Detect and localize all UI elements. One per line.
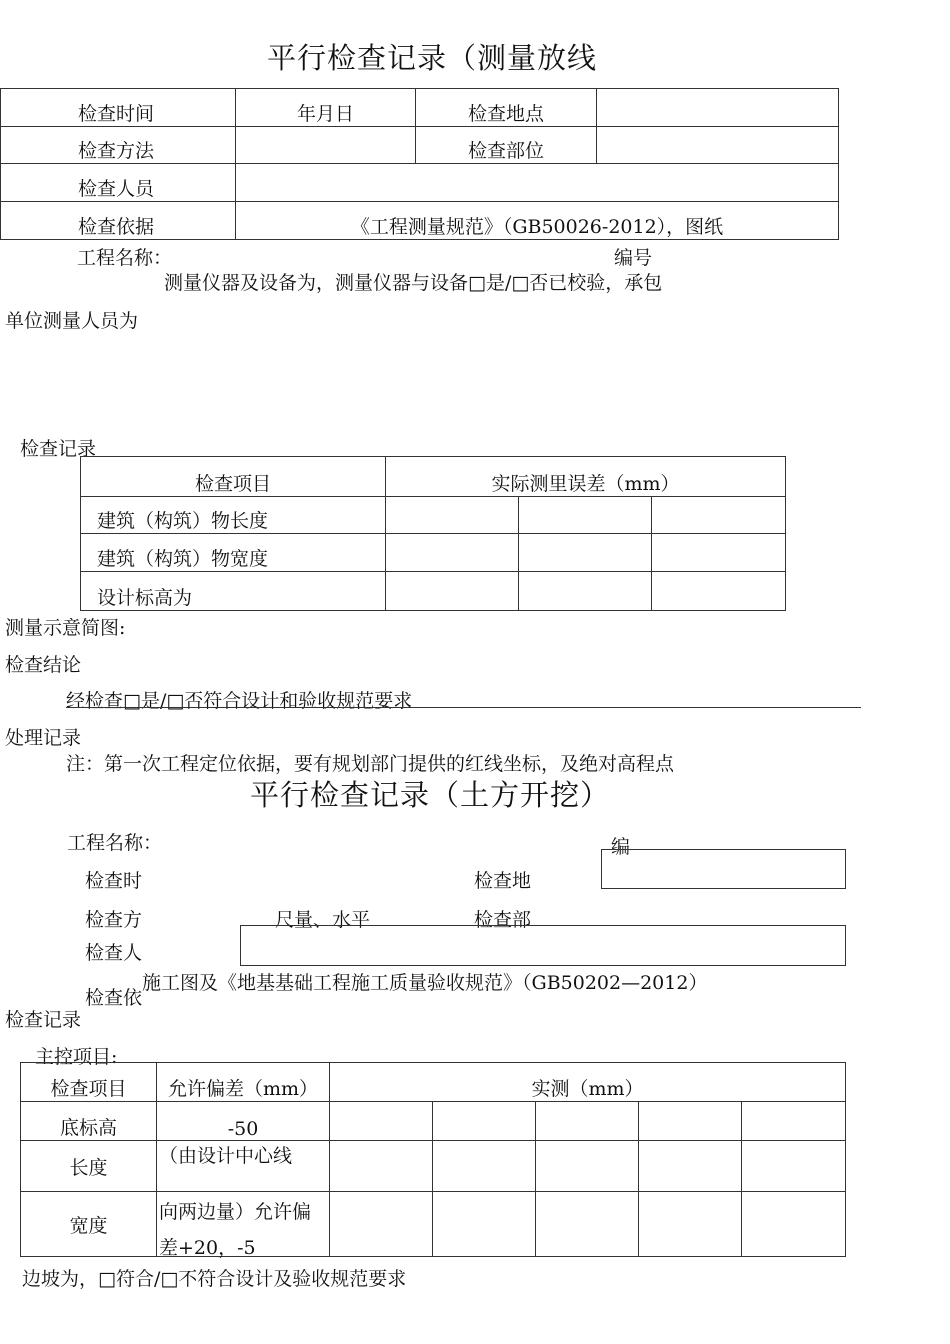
length-cell-2[interactable] (519, 497, 652, 534)
header-item-2: 检查项目 (21, 1063, 157, 1102)
inspector-label-2: 检查人 (85, 942, 143, 964)
instrument-text: 测量仪器及设备为，测量仪器与设备□是/□否已校验，承包 (164, 272, 663, 294)
header-measured: 实测（mm） (330, 1063, 846, 1102)
number-box[interactable] (601, 849, 846, 889)
row-bottom-elevation: 底标高 (21, 1102, 157, 1141)
header-error: 实际测里误差（mm） (386, 457, 786, 497)
page-title: 平行检查记录（测量放线 (267, 41, 598, 75)
sketch-label: 测量示意简图: (5, 617, 126, 639)
note-text: 注：第一次工程定位依据，要有规划部门提供的红线坐标，及绝对高程点 (66, 753, 675, 775)
length-cell-3[interactable] (652, 497, 786, 534)
bottom-cell-3[interactable] (536, 1102, 639, 1141)
basis-text-2: 施工图及《地基基础工程施工质量验收规范》（GB50202—2012） (142, 972, 708, 994)
bottom-elevation-tolerance: -50 (157, 1102, 330, 1141)
record-label-2: 检查记录 (5, 1009, 82, 1031)
main-items-label: 主控项目: (35, 1046, 118, 1068)
check-part-value[interactable] (597, 127, 839, 164)
row-width-2: 宽度 (21, 1192, 157, 1257)
info-table (0, 88, 839, 240)
check-part-label: 检查部位 (416, 127, 597, 164)
record-label: 检查记录 (20, 438, 97, 460)
bottom-cell-4[interactable] (639, 1102, 742, 1141)
number-label: 编号 (614, 247, 653, 269)
row-width: 建筑（构筑）物宽度 (81, 534, 386, 572)
header-tolerance: 允许偏差（mm） (157, 1063, 330, 1102)
basis-value: 《工程测量规范》（GB50026-2012），图纸 (236, 202, 839, 240)
check-method-value[interactable] (236, 127, 416, 164)
check-place-label-2: 检查地 (474, 870, 532, 892)
conclusion-text: 经检查□是/□否符合设计和验收规范要求 (66, 690, 413, 712)
length-tolerance-text: （由设计中心线 (157, 1141, 330, 1192)
check-place-label: 检查地点 (416, 89, 597, 127)
row-length-2: 长度 (21, 1141, 157, 1192)
width2-cell-2[interactable] (433, 1192, 536, 1257)
elevation-cell-1[interactable] (386, 572, 519, 611)
length2-cell-4[interactable] (639, 1141, 742, 1192)
number-label-2: 编 (611, 836, 631, 858)
basis-label: 检查依据 (1, 202, 236, 240)
inspector-box[interactable] (240, 925, 846, 966)
record-table (80, 456, 786, 611)
length2-cell-1[interactable] (330, 1141, 433, 1192)
page-title-2: 平行检查记录（土方开挖） (250, 778, 611, 812)
row-length: 建筑（构筑）物长度 (81, 497, 386, 534)
project-name-label: 工程名称： (77, 247, 173, 269)
bottom-cell-1[interactable] (330, 1102, 433, 1141)
bottom-cell-5[interactable] (742, 1102, 846, 1141)
length-cell-1[interactable] (386, 497, 519, 534)
check-time-label: 检查时间 (1, 89, 236, 127)
conclusion-label: 检查结论 (5, 654, 82, 676)
basis-line-2 (85, 968, 708, 1009)
project-name-label-2: 工程名称： (67, 832, 163, 854)
length2-cell-3[interactable] (536, 1141, 639, 1192)
main-items-table (20, 1062, 846, 1257)
basis-prefix-2: 检查依 (85, 987, 143, 1009)
width-tolerance-text (157, 1192, 330, 1257)
handling-label: 处理记录 (5, 727, 82, 749)
width2-cell-3[interactable] (536, 1192, 639, 1257)
elevation-cell-2[interactable] (519, 572, 652, 611)
bottom-cell-2[interactable] (433, 1102, 536, 1141)
elevation-cell-3[interactable] (652, 572, 786, 611)
width2-cell-5[interactable] (742, 1192, 846, 1257)
width-cell-3[interactable] (652, 534, 786, 572)
width-tolerance-wrap: 向两边量）允许偏差+20，-5 (159, 1201, 312, 1259)
check-part-label-2: 检查部 (474, 909, 532, 931)
surveyor-text: 单位测量人员为 (5, 310, 139, 332)
width-cell-2[interactable] (519, 534, 652, 572)
length2-cell-5[interactable] (742, 1141, 846, 1192)
inspector-label: 检查人员 (1, 164, 236, 202)
check-method-label-2: 检查方 (85, 909, 143, 931)
inspector-value[interactable] (236, 164, 839, 202)
width2-cell-1[interactable] (330, 1192, 433, 1257)
header-item: 检查项目 (81, 457, 386, 497)
check-time-value[interactable]: 年月日 (236, 89, 416, 127)
width-cell-1[interactable] (386, 534, 519, 572)
row-elevation: 设计标高为 (81, 572, 386, 611)
slope-text: 边坡为，□符合/□不符合设计及验收规范要求 (22, 1268, 407, 1290)
conclusion-underline (66, 707, 861, 708)
check-method-label: 检查方法 (1, 127, 236, 164)
check-time-label-2: 检查时 (85, 870, 143, 892)
check-place-value[interactable] (597, 89, 839, 127)
method-value-2: 尺量、水平 (275, 909, 371, 931)
width2-cell-4[interactable] (639, 1192, 742, 1257)
length2-cell-2[interactable] (433, 1141, 536, 1192)
